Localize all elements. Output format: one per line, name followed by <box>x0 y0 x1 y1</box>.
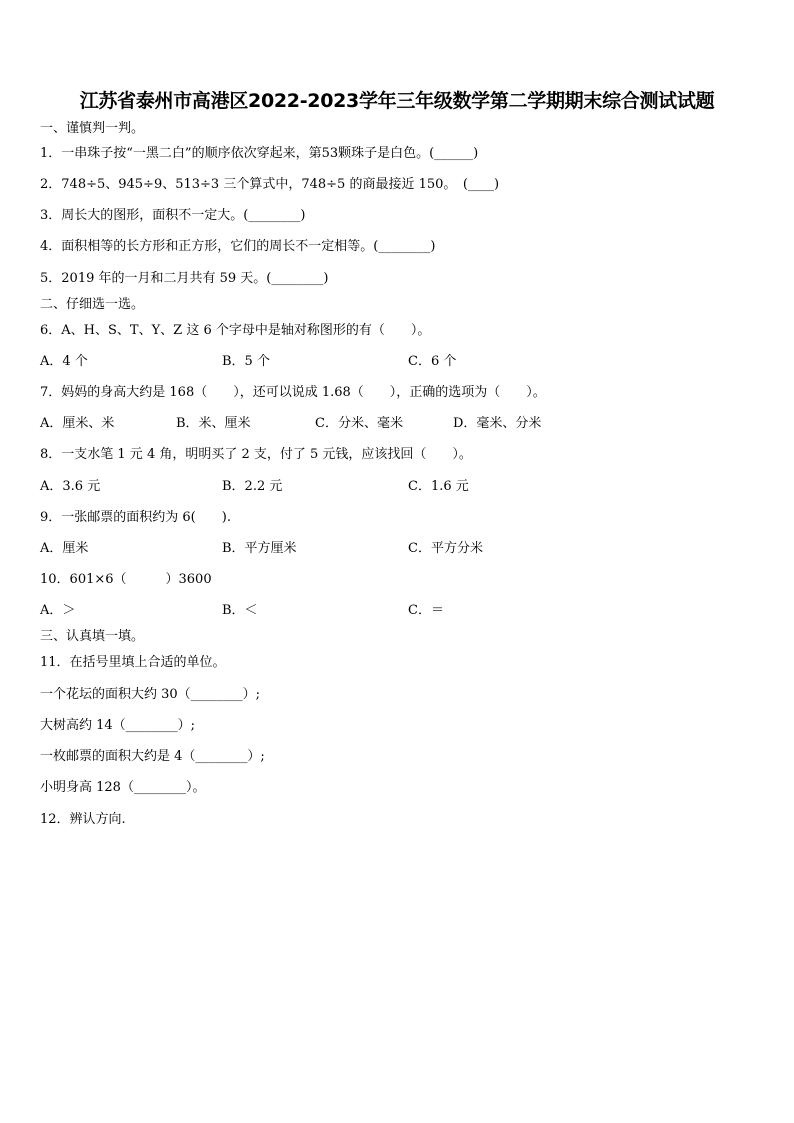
choice-7-option-b: B．米、厘米 <box>176 416 251 431</box>
fill-question-12: 12．辨认方向. <box>40 812 126 827</box>
choice-question-7: 7．妈妈的身高大约是 168（ ），还可以说成 1.68（ ），正确的选项为（ ）。 <box>40 385 546 400</box>
section-heading-fill: 三、认真填一填。 <box>40 629 145 644</box>
choice-question-8: 8．一支水笔 1 元 4 角，明明买了 2 支，付了 5 元钱，应该找回（ ）。 <box>40 447 472 462</box>
fill-item-tree: 大树高约 14（________）; <box>40 718 196 733</box>
page-title: 江苏省泰州市高港区2022-2023学年三年级数学第二学期期末综合测试试题 <box>79 90 715 112</box>
choice-8-option-b: B．2.2 元 <box>222 479 283 494</box>
choice-question-10: 10．601×6（ ）3600 <box>40 572 212 587</box>
choice-question-9: 9．一张邮票的面积约为 6( ). <box>40 510 231 525</box>
choice-8-option-c: C．1.6 元 <box>408 479 469 494</box>
judge-question-2: 2．748÷5、945÷9、513÷3 三个算式中，748÷5 的商最接近 150。 (____) <box>40 177 500 192</box>
choice-6-option-c: C．6 个 <box>408 354 457 369</box>
choice-8-option-a: A．3.6 元 <box>40 479 101 494</box>
fill-item-flowerbed: 一个花坛的面积大约 30（________）; <box>40 687 261 702</box>
choice-question-6: 6．A、H、S、T、Y、Z 这 6 个字母中是轴对称图形的有（ ）。 <box>40 323 431 338</box>
section-heading-choice: 二、仔细选一选。 <box>40 297 145 312</box>
choice-10-option-c: C．＝ <box>408 603 444 618</box>
fill-item-height: 小明身高 128（________）。 <box>40 780 206 795</box>
choice-9-option-a: A．厘米 <box>40 541 89 556</box>
judge-question-1: 1．一串珠子按“一黑二白”的顺序依次穿起来，第53颗珠子是白色。(______) <box>40 146 479 161</box>
choice-7-option-c: C．分米、毫米 <box>315 416 403 431</box>
choice-6-option-a: A．4 个 <box>40 354 88 369</box>
judge-question-5: 5．2019 年的一月和二月共有 59 天。(________) <box>40 271 329 286</box>
choice-10-option-b: B．＜ <box>222 603 258 618</box>
choice-7-option-d: D．毫米、分米 <box>453 416 542 431</box>
judge-question-4: 4．面积相等的长方形和正方形，它们的周长不一定相等。(________) <box>40 239 436 254</box>
judge-question-3: 3．周长大的图形，面积不一定大。(________) <box>40 208 306 223</box>
choice-7-option-a: A．厘米、米 <box>40 416 115 431</box>
choice-9-option-c: C．平方分米 <box>408 541 483 556</box>
choice-10-option-a: A．＞ <box>40 603 76 618</box>
fill-item-stamp: 一枚邮票的面积大约是 4（________）; <box>40 749 265 764</box>
fill-question-11: 11．在括号里填上合适的单位。 <box>40 655 226 670</box>
choice-6-option-b: B．5 个 <box>222 354 270 369</box>
section-heading-judge: 一、谨慎判一判。 <box>40 121 145 136</box>
choice-9-option-b: B．平方厘米 <box>222 541 297 556</box>
